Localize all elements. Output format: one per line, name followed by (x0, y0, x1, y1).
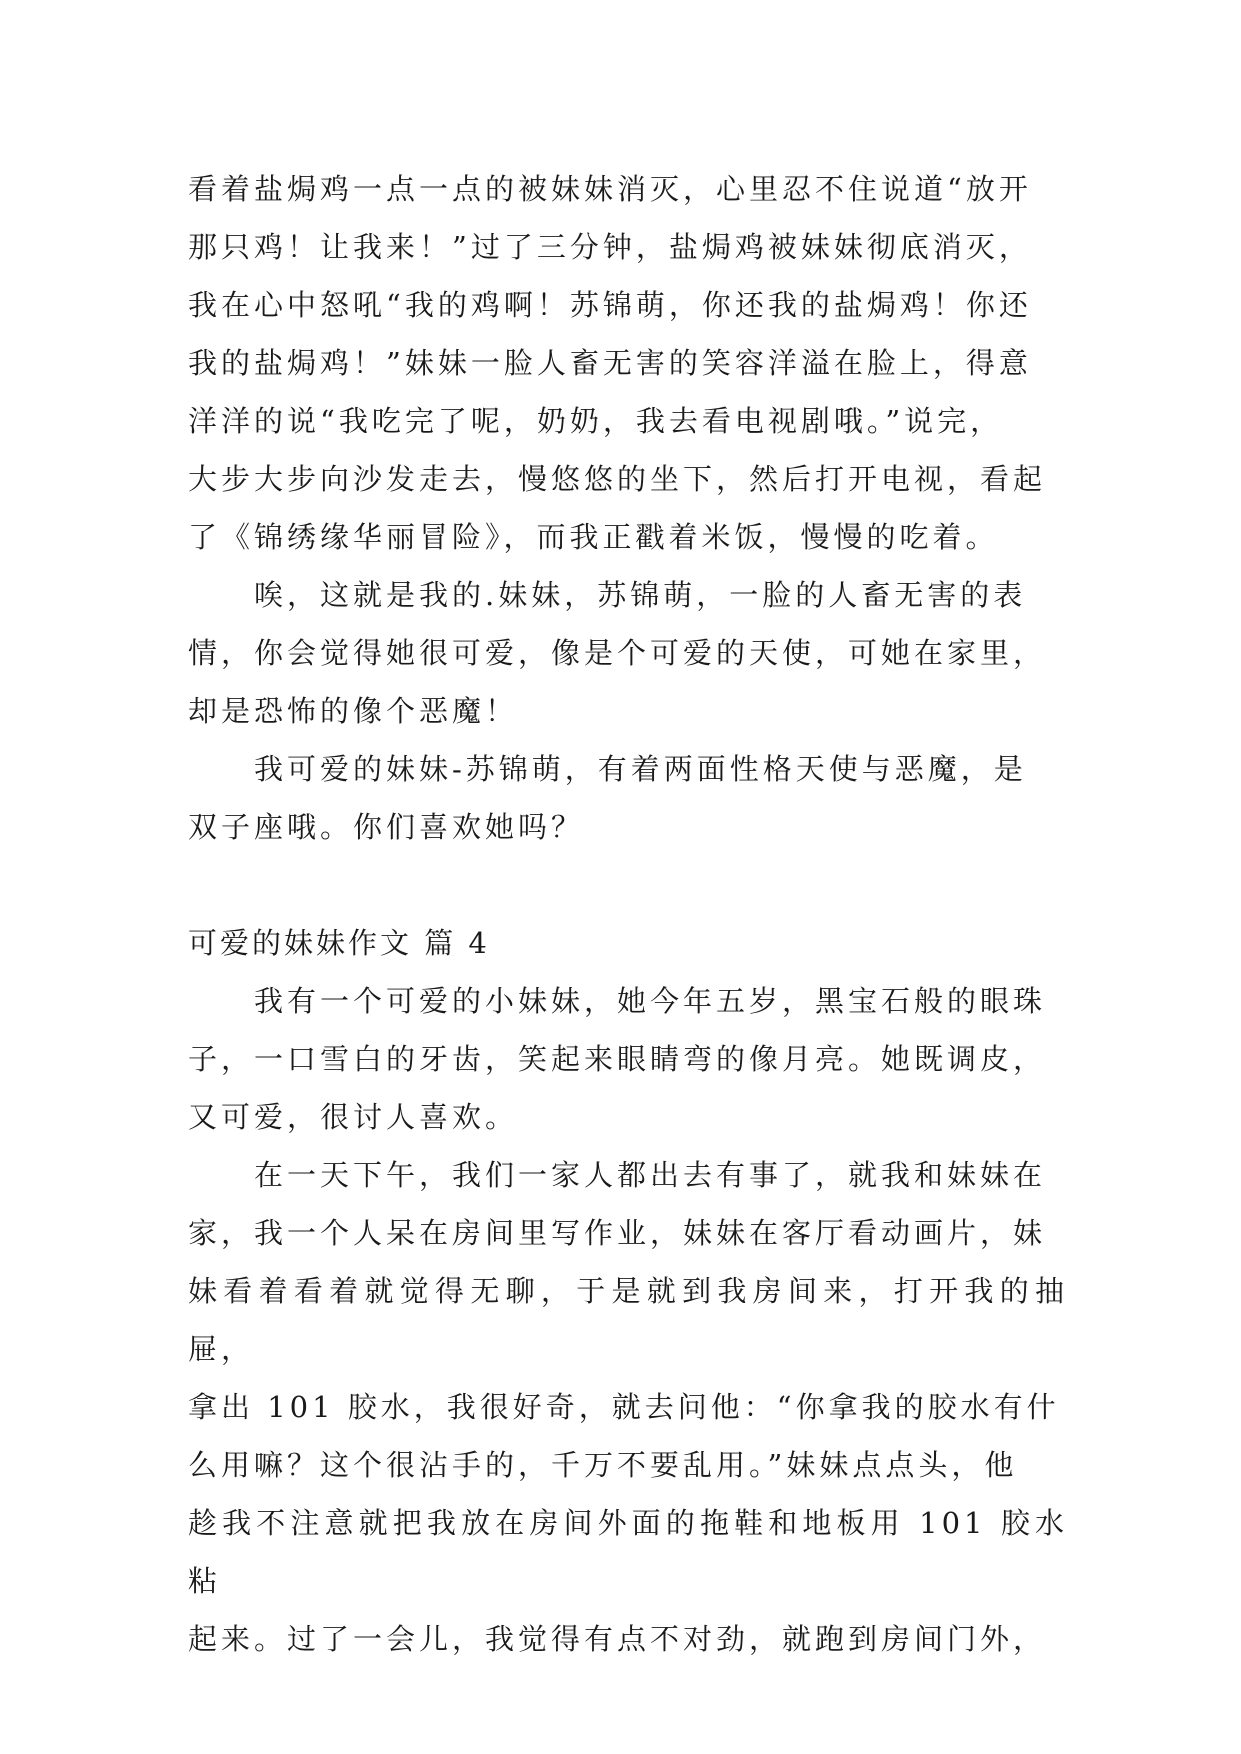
document-page (188, 160, 1068, 1668)
text-line: 我有一个可爱的小妹妹，她今年五岁，黑宝石般的眼珠 (254, 984, 1047, 1018)
text-line: 我可爱的妹妹-苏锦萌，有着两面性格天使与恶魔，是 (254, 752, 1027, 786)
text-line: 双子座哦。你们喜欢她吗？ (188, 810, 585, 844)
section-heading: 可爱的妹妹作文 篇 4 (188, 926, 490, 960)
paragraph (188, 566, 1068, 740)
text-line: 那只鸡！让我来！”过了三分钟，盐焗鸡被妹妹彻底消灭， (188, 230, 1032, 264)
paragraph (188, 160, 1068, 566)
text-block-bottom (188, 972, 1068, 1668)
text-line: 情，你会觉得她很可爱，像是个可爱的天使，可她在家里， (188, 636, 1047, 670)
paragraph (188, 740, 1068, 856)
text-line: 我在心中怒吼“我的鸡啊！苏锦萌，你还我的盐焗鸡！你还 (188, 288, 1032, 322)
paragraph (188, 1146, 1068, 1668)
text-line: 妹看着看着就觉得无聊，于是就到我房间来，打开我的抽屉， (188, 1274, 1068, 1366)
paragraph (188, 972, 1068, 1146)
text-line: 唉，这就是我的.妹妹，苏锦萌，一脸的人畜无害的表 (254, 578, 1027, 612)
text-line: 大步大步向沙发走去，慢悠悠的坐下，然后打开电视，看起 (188, 462, 1047, 496)
text-line: 么用嘛？这个很沾手的，千万不要乱用。”妹妹点点头，他 (188, 1448, 1018, 1482)
text-line: 拿出 101 胶水，我很好奇，就去问他：“你拿我的胶水有什 (188, 1390, 1060, 1424)
text-line: 又可爱，很讨人喜欢。 (188, 1100, 519, 1134)
text-line: 看着盐焗鸡一点一点的被妹妹消灭，心里忍不住说道“放开 (188, 172, 1032, 206)
text-line: 家，我一个人呆在房间里写作业，妹妹在客厅看动画片，妹 (188, 1216, 1047, 1250)
text-line: 洋洋的说“我吃完了呢，奶奶，我去看电视剧哦。”说完， (188, 404, 1004, 438)
text-line: 我的盐焗鸡！”妹妹一脸人畜无害的笑容洋溢在脸上，得意 (188, 346, 1032, 380)
text-line: 起来。过了一会儿，我觉得有点不对劲，就跑到房间门外， (188, 1622, 1047, 1656)
text-block-top (188, 160, 1068, 856)
text-line: 子，一口雪白的牙齿，笑起来眼睛弯的像月亮。她既调皮， (188, 1042, 1047, 1076)
text-line: 在一天下午，我们一家人都出去有事了，就我和妹妹在 (254, 1158, 1047, 1192)
text-line: 了《锦绣缘华丽冒险》，而我正戳着米饭，慢慢的吃着。 (188, 520, 999, 554)
text-line: 却是恐怖的像个恶魔！ (188, 694, 519, 728)
text-line: 趁我不注意就把我放在房间外面的拖鞋和地板用 101 胶水粘 (188, 1506, 1068, 1598)
